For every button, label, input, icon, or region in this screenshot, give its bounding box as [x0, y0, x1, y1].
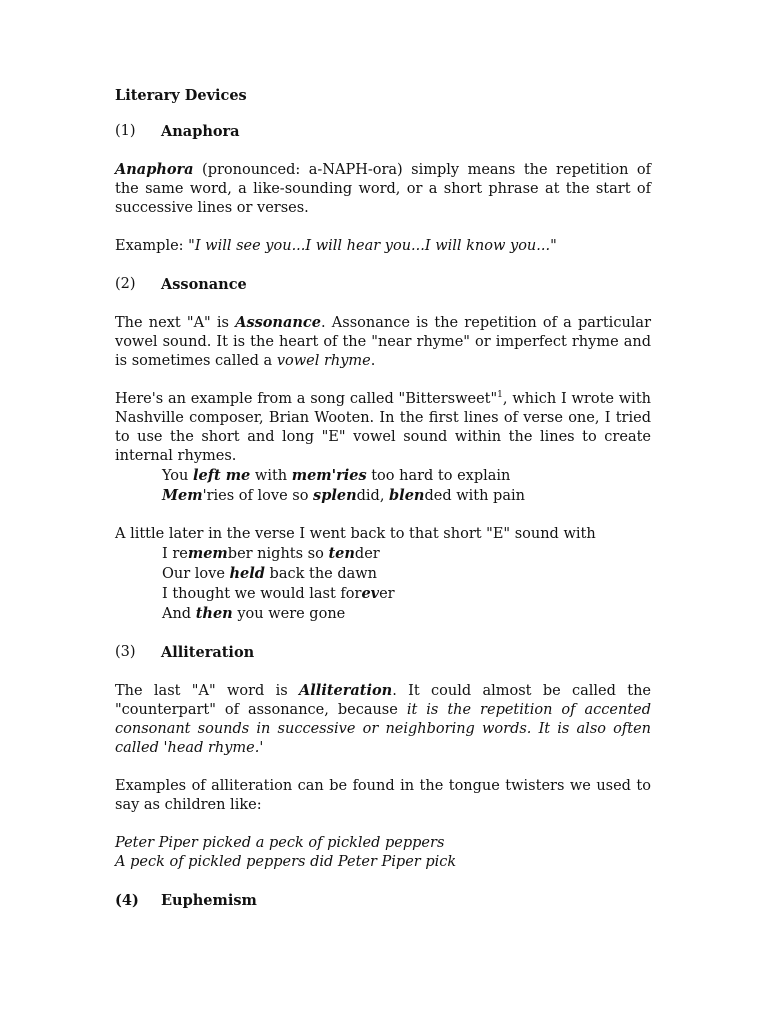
emphasized-sound: held: [229, 565, 265, 582]
assonance-definition: [115, 313, 651, 371]
lyric-text: did,: [356, 488, 390, 504]
section-title: Anaphora: [161, 123, 240, 140]
anaphora-example: [115, 237, 651, 256]
section-number: (1): [115, 123, 136, 139]
lyric-line: [115, 584, 651, 604]
alliteration-definition: [115, 681, 651, 758]
lyric-text: I thought we would last for: [162, 586, 362, 602]
emphasized-sound: mem: [187, 545, 228, 562]
emphasized-sound: ev: [361, 585, 380, 602]
section-title: Euphemism: [161, 892, 257, 909]
lyric-text: I re: [162, 546, 188, 562]
assonance-followup: A little later in the verse I went back to that short "E" sound with: [115, 526, 596, 542]
lyric-text: ded with pain: [424, 488, 525, 504]
lyric-line: [115, 486, 651, 506]
section-number: (3): [115, 644, 136, 660]
emphasized-sound: mem'ries: [291, 467, 367, 484]
emphasized-sound: then: [195, 605, 233, 622]
assonance-example-intro: [115, 390, 651, 466]
lyric-line: [115, 544, 651, 564]
alliteration-example-intro: Examples of alliteration can be found in the tongue twisters we used to say as children like:: [115, 778, 651, 813]
lyric-text: You: [162, 468, 193, 484]
section-number: (2): [115, 276, 136, 292]
tongue-twister-line: Peter Piper picked a peck of pickled peppers: [115, 835, 445, 851]
lyric-block-2: [115, 544, 651, 624]
section-title: Assonance: [161, 276, 247, 293]
emphasized-sound: splen: [313, 487, 357, 504]
lyric-text: ber nights so: [227, 546, 329, 562]
text: ': [259, 740, 264, 756]
text: . Assonance is the repetition of a particular vowel sound. It is the heart of the "near rhyme" or imperfect rhyme and is sometimes called a: [115, 315, 651, 369]
definition-text: (pronounced: a-NAPH-ora) simply means the repetition of the same word, a like-sounding word, or a short phrase at the start of successive lines or verses.: [115, 162, 651, 216]
lyric-text: you were gone: [232, 606, 346, 622]
tongue-twister-line: A peck of pickled peppers did Peter Piper pick: [115, 854, 457, 870]
tongue-twister-block: [115, 834, 651, 872]
italic-phrase: vowel rhyme: [276, 353, 371, 369]
section-heading-assonance: [115, 275, 651, 294]
example-quote: I will see you...I will hear you...I will know you...: [194, 238, 551, 254]
anaphora-definition: [115, 160, 651, 218]
emphasized-sound: left me: [193, 467, 251, 484]
footnote-marker: 1: [497, 390, 503, 401]
term: Anaphora: [115, 161, 194, 178]
text: Here's an example from a song called "Bittersweet": [115, 391, 498, 407]
text: The next "A" is: [115, 315, 236, 331]
lyric-block-1: [115, 466, 651, 506]
lyric-text: 'ries of love so: [202, 488, 314, 504]
section-heading-euphemism: [115, 891, 651, 910]
italic-phrase: it is the repetition of accented consonant sounds in successive or neighboring words. It is also often called 'head rhyme.: [115, 702, 651, 756]
section-number: (4): [115, 892, 139, 909]
lyric-text: er: [379, 586, 395, 602]
section-title: Alliteration: [161, 644, 255, 661]
section-heading-alliteration: [115, 643, 651, 662]
term: Alliteration: [299, 682, 393, 699]
emphasized-sound: blen: [389, 487, 425, 504]
section-heading-anaphora: [115, 122, 651, 141]
lyric-text: And: [162, 606, 196, 622]
emphasized-sound: ten: [328, 545, 355, 562]
example-quote-end: ": [550, 238, 557, 254]
lyric-text: back the dawn: [264, 566, 378, 582]
emphasized-sound: Mem: [162, 487, 203, 504]
lyric-text: too hard to explain: [366, 468, 511, 484]
document-page: [115, 86, 651, 929]
document-title: Literary Devices: [115, 87, 247, 104]
example-label: Example: ": [115, 238, 195, 254]
lyric-line: [115, 466, 651, 486]
text: . It could almost be called the "counterpart" of assonance, because: [115, 683, 651, 718]
text: The last "A" word is: [115, 683, 300, 699]
text: .: [370, 353, 376, 369]
lyric-line: [115, 604, 651, 624]
term: Assonance: [235, 314, 321, 331]
lyric-text: with: [250, 468, 292, 484]
lyric-line: [115, 564, 651, 584]
text: , which I wrote with Nashville composer, Brian Wooten. In the first lines of verse one, I tried to use the short and long "E" vowel sound within the lines to create internal rhymes.: [115, 391, 651, 464]
lyric-text: der: [354, 546, 380, 562]
lyric-text: Our love: [162, 566, 230, 582]
